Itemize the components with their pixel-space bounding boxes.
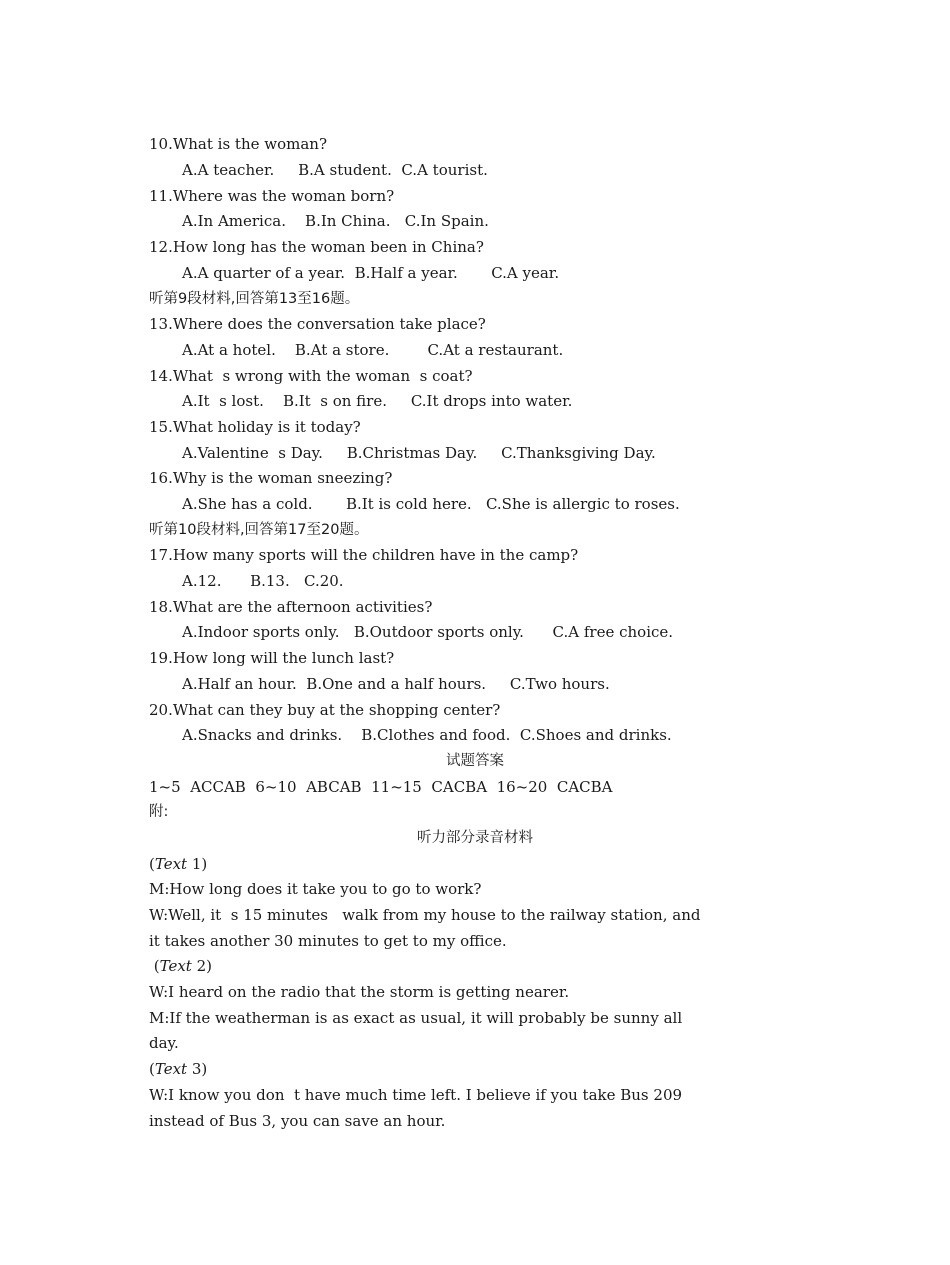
question-17: 17.How many sports will the children have in the camp? [149,546,579,564]
section-instruction-9: 听第9段材料,回答第13至16题。 [149,291,360,307]
question-15: 15.What holiday is it today? [149,418,361,436]
options-12: A.A quarter of a year. B.Half a year. C.A year. [182,264,560,282]
dialogue-line: W:I know you don t have much time left. I believe if you take Bus 209 [149,1086,683,1104]
text-1-number: 1) [187,855,208,873]
text-3-number: 3) [187,1060,208,1078]
dialogue-line: M:How long does it take you to go to work? [149,880,482,898]
options-16: A.She has a cold. B.It is cold here. C.She is allergic to roses. [182,495,680,513]
question-10: 10.What is the woman? [149,135,328,153]
dialogue-line: W:Well, it s 15 minutes walk from my house to the railway station, and [149,906,701,924]
options-20: A.Snacks and drinks. B.Clothes and food. C.Shoes and drinks. [182,726,672,744]
transcript-heading: 听力部分录音材料 [417,830,533,846]
question-18: 18.What are the afternoon activities? [149,598,433,616]
options-11: A.In America. B.In China. C.In Spain. [182,212,489,230]
options-17: A.12. B.13. C.20. [182,572,344,590]
dialogue-line: W:I heard on the radio that the storm is getting nearer. [149,983,570,1001]
text-1-word: Text [154,855,188,873]
text-3-label [149,1057,829,1081]
dialogue-line: M:If the weatherman is as exact as usual, it will probably be sunny all [149,1009,683,1027]
appendix-label: 附: [149,804,169,820]
options-19: A.Half an hour. B.One and a half hours. C.Two hours. [182,675,610,693]
options-10: A.A teacher. B.A student. C.A tourist. [182,161,488,179]
options-14: A.It s lost. B.It s on fire. C.It drops into water. [182,392,573,410]
question-13: 13.Where does the conversation take place? [149,315,486,333]
question-14: 14.What s wrong with the woman s coat? [149,367,473,385]
options-13: A.At a hotel. B.At a store. C.At a restaurant. [182,341,564,359]
options-15: A.Valentine s Day. B.Christmas Day. C.Thanksgiving Day. [182,444,656,462]
section-instruction-10: 听第10段材料,回答第17至20题。 [149,522,369,538]
text-2-number: 2) [191,957,213,975]
text-1-open: ( [149,855,155,873]
answers-heading: 试题答案 [446,753,504,769]
question-16: 16.Why is the woman sneezing? [149,469,393,487]
text-2-word: Text [159,957,192,975]
question-19: 19.How long will the lunch last? [149,649,395,667]
text-1-label [149,852,829,876]
options-18: A.Indoor sports only. B.Outdoor sports only. C.A free choice. [182,623,674,641]
text-2-label [149,954,829,978]
answer-key: 1~5 ACCAB 6~10 ABCAB 11~15 CACBA 16~20 CACBA [149,778,613,796]
dialogue-line: it takes another 30 minutes to get to my office. [149,932,507,950]
dialogue-line: instead of Bus 3, you can save an hour. [149,1112,446,1130]
text-3-word: Text [154,1060,188,1078]
dialogue-line: day. [149,1034,179,1052]
question-12: 12.How long has the woman been in China? [149,238,484,256]
question-11: 11.Where was the woman born? [149,187,395,205]
question-20: 20.What can they buy at the shopping center? [149,701,501,719]
text-2-open: ( [149,957,160,975]
text-3-open: ( [149,1060,155,1078]
